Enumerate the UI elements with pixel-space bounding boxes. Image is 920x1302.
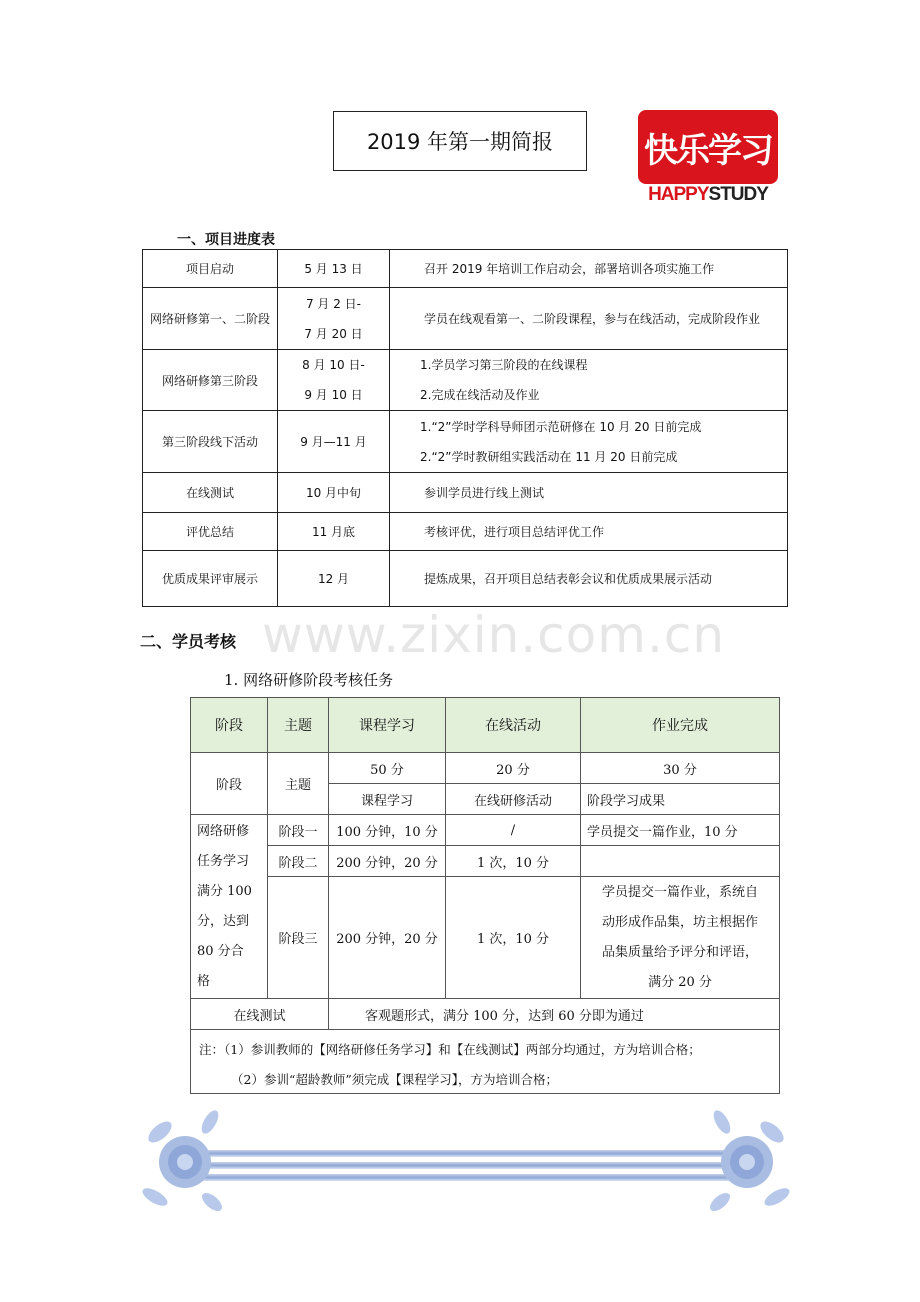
happy-study-logo xyxy=(638,110,778,206)
content-line: 考核评优，进行项目总结评优工作 xyxy=(424,525,605,539)
content-line: 学员在线观看第一、二阶段课程，参与在线活动，完成阶段作业 xyxy=(424,312,761,326)
date-line: 11 月底 xyxy=(311,525,356,539)
content-cell xyxy=(390,513,788,551)
progress-table xyxy=(142,249,788,607)
date-line: 7 月 20 日 xyxy=(304,326,363,341)
content-cell xyxy=(390,411,788,473)
homework-line: 动形成作品集，坊主根据作 xyxy=(601,914,758,930)
course-cell: 200 分钟，20 分 xyxy=(329,877,446,999)
decorative-rose-banner xyxy=(140,1102,792,1216)
date-line: 7 月 2 日- xyxy=(305,296,362,311)
task-label-line: 分，达到 xyxy=(197,913,250,929)
date-cell xyxy=(278,411,390,473)
task-label-line: 网络研修 xyxy=(197,823,250,839)
task-label-line: 格 xyxy=(197,973,211,989)
phase-cell: 网络研修第一、二阶段 xyxy=(143,288,278,350)
page-title: 2019 年第一期简报 xyxy=(333,111,587,171)
stage-name: 阶段三 xyxy=(268,877,329,999)
section2-heading: 二、学员考核 xyxy=(140,632,237,651)
stage-label: 阶段 xyxy=(191,753,268,815)
score-cell: 30 分 xyxy=(581,753,780,784)
content-cell xyxy=(390,473,788,513)
stage-name: 阶段二 xyxy=(268,846,329,877)
rose-left-icon xyxy=(140,1108,225,1215)
homework-line: 品集质量给予评分和评语， xyxy=(601,944,758,960)
table-row xyxy=(143,411,788,473)
content-line: 参训学员进行线上测试 xyxy=(424,486,545,500)
online-test-label: 在线测试 xyxy=(191,999,329,1030)
table-row xyxy=(143,513,788,551)
date-line: 9 月 10 日 xyxy=(304,388,363,402)
task-label-line: 任务学习 xyxy=(197,853,250,869)
task-label-line: 80 分合 xyxy=(197,943,244,959)
table-row xyxy=(143,250,788,288)
score-cell: 50 分 xyxy=(329,753,446,784)
topic-label: 主题 xyxy=(268,753,329,815)
header-cell: 主题 xyxy=(268,698,329,753)
content-line: 2.完成在线活动及作业 xyxy=(420,388,540,402)
note-line: 注：（1）参训教师的【网络研修任务学习】和【在线测试】两部分均通过，方为培训合格； xyxy=(199,1042,701,1057)
homework-line: 满分 20 分 xyxy=(648,974,712,990)
date-line: 5 月 13 日 xyxy=(304,262,363,276)
phase-cell: 项目启动 xyxy=(143,250,278,288)
notes xyxy=(190,1030,780,1094)
table-row xyxy=(143,473,788,513)
table-row xyxy=(191,846,780,877)
content-line: 召开 2019 年培训工作启动会，部署培训各项实施工作 xyxy=(424,262,715,276)
rose-right-icon xyxy=(707,1108,792,1215)
watermark: www.zixin.com.cn xyxy=(262,606,726,664)
header-cell: 课程学习 xyxy=(329,698,446,753)
date-cell xyxy=(278,250,390,288)
phase-cell: 在线测试 xyxy=(143,473,278,513)
table-row xyxy=(191,999,780,1030)
table-row xyxy=(143,350,788,411)
score-name-cell: 在线研修活动 xyxy=(446,784,581,815)
homework-cell xyxy=(581,846,780,877)
header-cell: 阶段 xyxy=(191,698,268,753)
table-row xyxy=(191,753,780,784)
date-line: 8 月 10 日- xyxy=(302,358,365,372)
section1-heading: 一、项目进度表 xyxy=(177,232,275,248)
note-line: （2）参训“超龄教师”须完成【课程学习】，方为培训合格； xyxy=(231,1072,558,1087)
content-cell xyxy=(390,350,788,411)
score-name-cell: 阶段学习成果 xyxy=(581,784,780,815)
stage-name: 阶段一 xyxy=(268,815,329,846)
date-cell xyxy=(278,513,390,551)
activity-cell: / xyxy=(446,815,581,846)
table-row xyxy=(191,877,780,999)
content-cell xyxy=(390,288,788,350)
course-cell: 200 分钟，20 分 xyxy=(329,846,446,877)
date-line: 12 月 xyxy=(317,572,350,586)
online-test-desc: 客观题形式，满分 100 分，达到 60 分即为通过 xyxy=(329,999,780,1030)
homework-cell xyxy=(581,877,780,999)
table-header-row xyxy=(191,698,780,753)
content-cell xyxy=(390,551,788,607)
task-label-cell xyxy=(191,815,268,999)
date-cell xyxy=(278,473,390,513)
table-row xyxy=(143,551,788,607)
score-cell: 20 分 xyxy=(446,753,581,784)
header-cell: 在线活动 xyxy=(446,698,581,753)
phase-cell: 优质成果评审展示 xyxy=(143,551,278,607)
homework-line: 学员提交一篇作业，系统自 xyxy=(601,884,758,900)
content-line: 2.“2”学时教研组实践活动在 11 月 20 日前完成 xyxy=(420,449,678,464)
score-name-cell: 课程学习 xyxy=(329,784,446,815)
date-cell xyxy=(278,551,390,607)
activity-cell: 1 次，10 分 xyxy=(446,846,581,877)
task-label-line: 满分 100 xyxy=(197,883,252,899)
table-row xyxy=(191,815,780,846)
date-cell xyxy=(278,288,390,350)
content-line: 1.学员学习第三阶段的在线课程 xyxy=(420,358,588,372)
logo-badge: 快乐学习 xyxy=(638,110,778,184)
date-line: 10 月中旬 xyxy=(305,486,362,500)
content-line: 1.“2”学时学科导师团示范研修在 10 月 20 日前完成 xyxy=(420,419,702,434)
table-row xyxy=(143,288,788,350)
activity-cell: 1 次，10 分 xyxy=(446,877,581,999)
content-line: 提炼成果，召开项目总结表彰会议和优质成果展示活动 xyxy=(424,572,713,586)
date-cell xyxy=(278,350,390,411)
phase-cell: 网络研修第三阶段 xyxy=(143,350,278,411)
homework-cell: 学员提交一篇作业，10 分 xyxy=(581,815,780,846)
header-cell: 作业完成 xyxy=(581,698,780,753)
course-cell: 100 分钟，10 分 xyxy=(329,815,446,846)
phase-cell: 第三阶段线下活动 xyxy=(143,411,278,473)
content-cell xyxy=(390,250,788,288)
assessment-table xyxy=(190,697,780,1030)
logo-text: HAPPYSTUDY xyxy=(648,184,768,205)
phase-cell: 评优总结 xyxy=(143,513,278,551)
section2-subheading: 1. 网络研修阶段考核任务 xyxy=(224,671,394,689)
date-line: 9 月—11 月 xyxy=(300,435,367,449)
